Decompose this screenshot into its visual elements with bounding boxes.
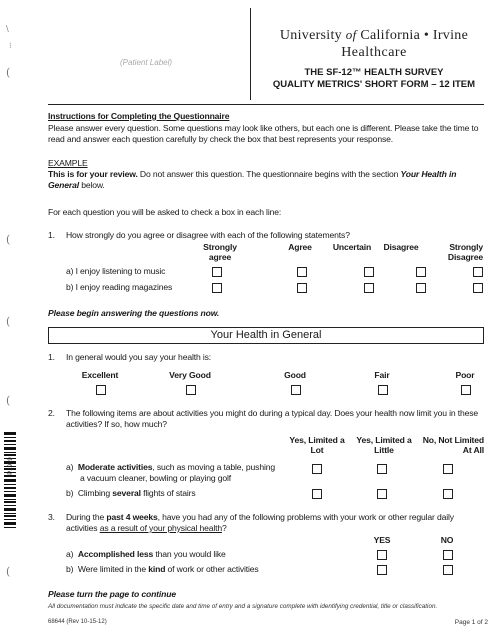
margin-mark-7: ( [6, 565, 11, 578]
q3-item-b-text2: of work or other activities [165, 564, 259, 574]
q3-item-b-bold: kind [148, 564, 166, 574]
documentation-note: All documentation must indicate the specific date and time of entry and a signature complete with identifying credential, title or classification. [48, 603, 438, 610]
header-divider [250, 8, 251, 100]
example-review-line [48, 169, 456, 179]
q2-item-a-line-2: a vacuum cleaner, bowling or playing golf [80, 473, 232, 483]
healthcare-text: Healthcare [341, 45, 407, 60]
example-a-strongly-disagree-checkbox [473, 267, 483, 277]
example-col-strongly-agree [195, 242, 245, 262]
q2-col-limited-lot [283, 435, 351, 455]
q1-excellent-checkbox[interactable] [96, 385, 106, 395]
instructions-line-1: Please answer every question. Some questions may look like others, but each one is different. Please take the time to [48, 123, 479, 133]
q3-item-a-prefix: a) [66, 549, 74, 559]
example-col-agree: Agree [288, 242, 312, 252]
q3-number: 3. [48, 512, 55, 522]
example-b-strongly-agree-checkbox [212, 283, 222, 293]
q3-item-a-rest: than you would like [153, 549, 226, 559]
margin-mark-4: ( [6, 233, 11, 246]
q3-item-b-text1: Were limited in the [77, 564, 149, 574]
q1-option-excellent: Excellent [81, 370, 119, 380]
q3-text-bold: past 4 weeks [106, 512, 158, 522]
example-q-text: How strongly do you agree or disagree with each of the following statements? [66, 230, 350, 240]
q3b-no-checkbox[interactable] [443, 565, 453, 575]
header-rule [48, 104, 484, 105]
q3-item-b [66, 564, 259, 574]
review-end: below. [78, 180, 105, 190]
example-review-line-2 [48, 180, 105, 190]
q3b-yes-checkbox[interactable] [377, 565, 387, 575]
barcode-text: P1989 [8, 457, 14, 475]
example-col-uncertain: Uncertain [332, 242, 372, 252]
example-a-agree-checkbox [297, 267, 307, 277]
instructions-heading: Instructions for Completing the Questionnaire [48, 111, 230, 121]
begin-note: Please begin answering the questions now. [48, 308, 220, 318]
example-a-uncertain-checkbox [364, 267, 374, 277]
q1-poor-checkbox[interactable] [461, 385, 471, 395]
q3-text-line-2 [66, 523, 227, 533]
q2b-limited-little-checkbox[interactable] [377, 489, 387, 499]
section-title-box [48, 327, 484, 344]
col-strongly-agree-2: agree [208, 252, 232, 262]
q2-col3-line1: No, Not Limited [422, 435, 484, 445]
q2-item-a [66, 462, 275, 472]
q2-item-b-text1: Climbing [77, 488, 113, 498]
q2-text-line-2: activities? If so, how much? [66, 419, 167, 429]
margin-mark-3: ( [6, 66, 11, 79]
q2-text-line-1: The following items are about activities you might do during a typical day. Does your health now limit you in these [66, 408, 479, 418]
q3-text-pre: During the [66, 512, 107, 522]
q1-number: 1. [48, 352, 55, 362]
q3-item-a-bold: Accomplished less [77, 549, 154, 559]
q2-col-not-limited [414, 435, 484, 455]
example-col-strongly-disagree [420, 242, 483, 262]
university-text: University [279, 28, 342, 43]
institution-name [259, 27, 489, 61]
col-strongly-disagree-1: Strongly [449, 242, 483, 252]
survey-title: THE SF-12™ HEALTH SURVEY [304, 67, 444, 78]
q1-option-poor: Poor [455, 370, 475, 380]
q2b-limited-lot-checkbox[interactable] [312, 489, 322, 499]
q2-item-b-bold: several [112, 488, 141, 498]
q3-item-a [66, 549, 226, 559]
example-b-disagree-checkbox [416, 283, 426, 293]
q2-item-b-text2: flights of stairs [140, 488, 196, 498]
university-text-2: California • Irvine [360, 28, 469, 43]
review-section-name-2: General [48, 180, 79, 190]
example-a-strongly-agree-checkbox [212, 267, 222, 277]
q2-col1-line1: Yes, Limited a [289, 435, 345, 445]
q2-item-a-bold: Moderate activities [77, 462, 153, 472]
q1-text: In general would you say your health is: [66, 352, 211, 362]
q2-col-limited-little [350, 435, 418, 455]
example-a-disagree-checkbox [416, 267, 426, 277]
q1-fair-checkbox[interactable] [378, 385, 388, 395]
example-item-b: b) I enjoy reading magazines [66, 282, 173, 292]
example-b-agree-checkbox [297, 283, 307, 293]
margin-mark-2: ⁝ [9, 41, 12, 50]
page-number: Page 1 of 2 [454, 619, 488, 626]
q2-item-a-prefix: a) [66, 462, 74, 472]
q2-item-b-prefix: b) [66, 488, 74, 498]
example-q-number: 1. [48, 230, 55, 240]
q2-number: 2. [48, 408, 55, 418]
q1-option-good: Good [284, 370, 306, 380]
survey-subtitle: QUALITY METRICS' SHORT FORM – 12 ITEM [272, 79, 476, 90]
q3-text-line-1 [66, 512, 454, 522]
q1-very-good-checkbox[interactable] [186, 385, 196, 395]
patient-label: (Patient Label) [120, 58, 173, 67]
q2-col2-line1: Yes, Limited a [356, 435, 412, 445]
turn-page-note: Please turn the page to continue [48, 589, 176, 599]
review-bold: This is for your review. [48, 169, 138, 179]
review-section-name: Your Health in [400, 169, 457, 179]
margin-mark-5: ( [6, 315, 11, 328]
q2-item-a-rest: , such as moving a table, pushing [152, 462, 275, 472]
margin-mark-1: \ [6, 24, 9, 33]
q2a-limited-lot-checkbox[interactable] [312, 464, 322, 474]
q1-option-fair: Fair [374, 370, 390, 380]
q1-good-checkbox[interactable] [291, 385, 301, 395]
q2a-not-limited-checkbox[interactable] [443, 464, 453, 474]
q3-col-no: NO [440, 535, 454, 545]
instructions-line-2: read and answer each question carefully by check the box that best represents your response. [48, 134, 393, 144]
q2b-not-limited-checkbox[interactable] [443, 489, 453, 499]
q3a-yes-checkbox[interactable] [377, 550, 387, 560]
example-b-uncertain-checkbox [364, 283, 374, 293]
q2-col1-line2: Lot [310, 445, 324, 455]
university-of: of [345, 27, 357, 42]
example-col-disagree: Disagree [383, 242, 419, 252]
q3-line2-underlined: as a result of your physical health [99, 523, 222, 533]
margin-mark-6: ( [6, 394, 11, 407]
q2-item-b [66, 488, 196, 498]
col-strongly-disagree-2: Disagree [447, 252, 483, 262]
q2-col3-line2: At All [462, 445, 484, 455]
q3-col-yes: YES [373, 535, 391, 545]
q3-line2-post: ? [222, 523, 227, 533]
example-b-strongly-disagree-checkbox [473, 283, 483, 293]
q3-line2-pre: activities [66, 523, 100, 533]
form-number: 68644 (Rev 10-15-12) [48, 619, 107, 625]
q2-col2-line2: Little [374, 445, 394, 455]
q2a-limited-little-checkbox[interactable] [377, 464, 387, 474]
q1-option-very-good: Very Good [169, 370, 211, 380]
example-item-a: a) I enjoy listening to music [66, 266, 166, 276]
col-strongly-agree-1: Strongly [203, 242, 237, 252]
example-heading: EXAMPLE [48, 158, 88, 168]
q3-item-b-prefix: b) [66, 564, 74, 574]
q3-text-post: , have you had any of the following problems with your work or other regular daily [157, 512, 454, 522]
section-title: Your Health in General [210, 329, 322, 341]
each-question-line: For each question you will be asked to check a box in each line: [48, 207, 282, 217]
review-text: Do not answer this question. The questionnaire begins with the section [137, 169, 401, 179]
q3a-no-checkbox[interactable] [443, 550, 453, 560]
